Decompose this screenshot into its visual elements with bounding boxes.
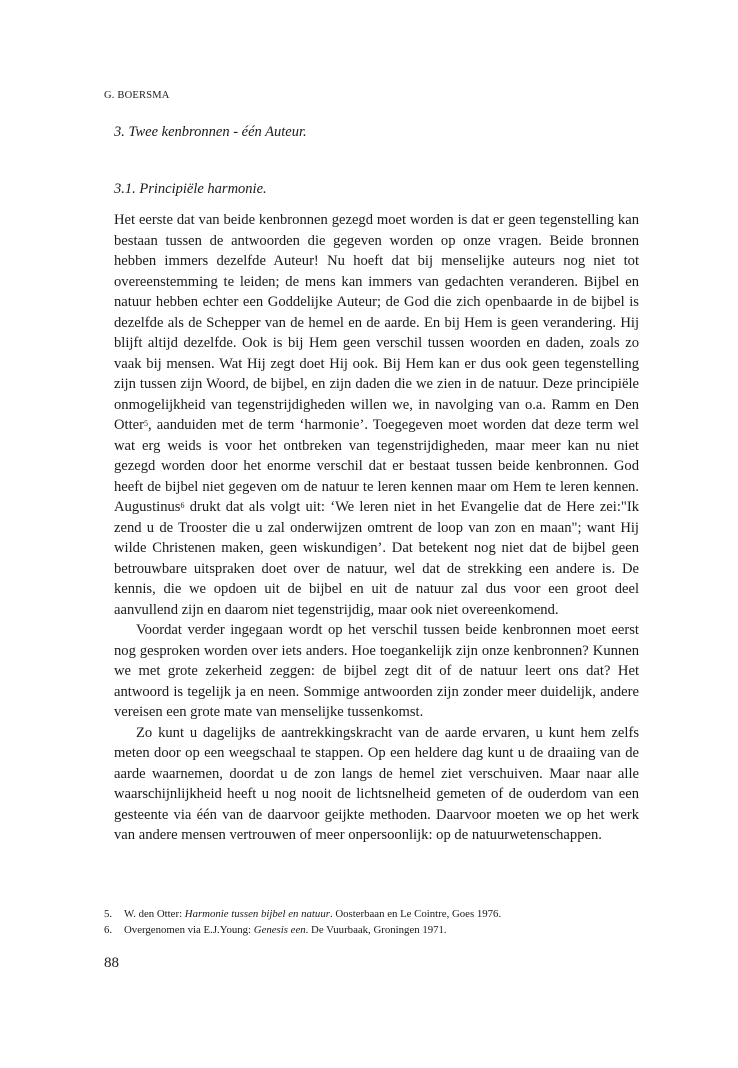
footnote-6: 6. Overgenomen via E.J.Young: Genesis een. De Vuurbaak, Groningen 1971. <box>104 924 447 936</box>
running-header: G. BOERSMA <box>104 90 170 101</box>
page-number: 88 <box>104 955 119 971</box>
subsection-title: 3.1. Principiële harmonie. <box>114 181 267 197</box>
paragraph-3: Zo kunt u dagelijks de aantrekkingskracht van de aarde ervaren, u kunt hem zelfs meten door op een weegschaal te stappen. Op een heldere dag kunt u de draaiing van de aarde waarnemen, doordat u de zon langs de hemel ziet verschuiven. Maar naar alle waarschijnlijkheid heeft u nog nooit de lichtsnelheid gemeten of de ouderdom van een gesteente via één van de daarvoor geijkte methoden. Daarvoor moeten we op het werk van andere mensen vertrouwen of meer onpersoonlijk: op de natuurwetenschappen. <box>114 724 639 843</box>
section-title: 3. Twee kenbronnen - één Auteur. <box>114 124 307 140</box>
body-text <box>114 210 639 846</box>
footnote-ref-5: 5 <box>144 419 148 428</box>
footnote-number: 6. <box>104 924 113 936</box>
paragraph-1: Het eerste dat van beide kenbronnen gezegd moet worden is dat er geen tegenstelling kan bestaan tussen de antwoorden die gegeven worden op onze vragen. Beide bronnen hebben immers dezelfde Auteur! Nu hoeft dat bij menselijke auteurs nog niet tot overeenstemming te leiden; de mens kan immers van gedachten veranderen. Bijbel en natuur hebben echter een Goddelijke Auteur; de God die zich openbaarde in de bijbel is dezelfde als de Schepper van de hemel en de aarde. En bij Hem is geen verandering. Hij blijft altijd dezelfde. Ook is bij Hem geen verschil tussen woorden en daden, zoals zo vaak bij mensen. Wat Hij zegt doet Hij ook. Bij Hem kan er dus ook geen tegenstelling zijn tussen zijn Woord, de bijbel, en zijn daden die we zien in de natuur. Deze principiële onmogelijkheid van tegenstrijdigheden willen we, in navolging van o.a. Ramm en Den Otter$^5$, aanduiden met de term ‘harmonie’. Toegegeven moet worden dat deze term wel wat erg weids is voor het ontbreken van tegenstrijdigheden, maar meer kan nu niet gezegd worden door het enorme verschil dat er bestaat tussen beide kenbronnen. God heeft de bijbel niet gegeven om de natuur te leren kennen maar om Hem te leren kennen. Augustinus$^6$ drukt dat als volgt uit: ‘We leren niet in het Evangelie dat de Here zei:"Ik zend u de Trooster die u zal onderwijzen omtrent de loop van zon en maan"; want Hij wilde Christenen maken, geen wiskundigen’. Dat betekent nog niet dat de bijbel geen betrouwbare uitspraken doet over de natuur, wel dat de strekking een andere is. De kennis, die we opdoen uit de bijbel en uit de natuur zal dus voor een groot deel aanvullend zijn en daarom niet tegenstrijdig, maar ook niet overeenkomend. <box>114 212 639 618</box>
footnote-title: Harmonie tussen bijbel en natuur <box>184 908 330 920</box>
footnote-title: Genesis een <box>253 924 306 936</box>
paragraph-2: Voordat verder ingegaan wordt op het verschil tussen beide kenbronnen moet eerst nog gesproken worden over iets anders. Hoe toegankelijk zijn onze kenbronnen? Kunnen we met grote zekerheid zeggen: de bijbel zegt dit of de natuur leert ons dat? Het antwoord is tegelijk ja en neen. Sommige antwoorden zijn zonder meer duidelijk, andere vereisen een grote mate van menselijke tussenkomst. <box>114 622 639 720</box>
footnote-5: 5. W. den Otter: Harmonie tussen bijbel en natuur. Oosterbaan en Le Cointre, Goes 1976. <box>104 908 502 920</box>
footnote-ref-6: 6 <box>180 501 185 510</box>
footnotes <box>104 906 644 938</box>
footnote-number: 5. <box>104 908 113 920</box>
